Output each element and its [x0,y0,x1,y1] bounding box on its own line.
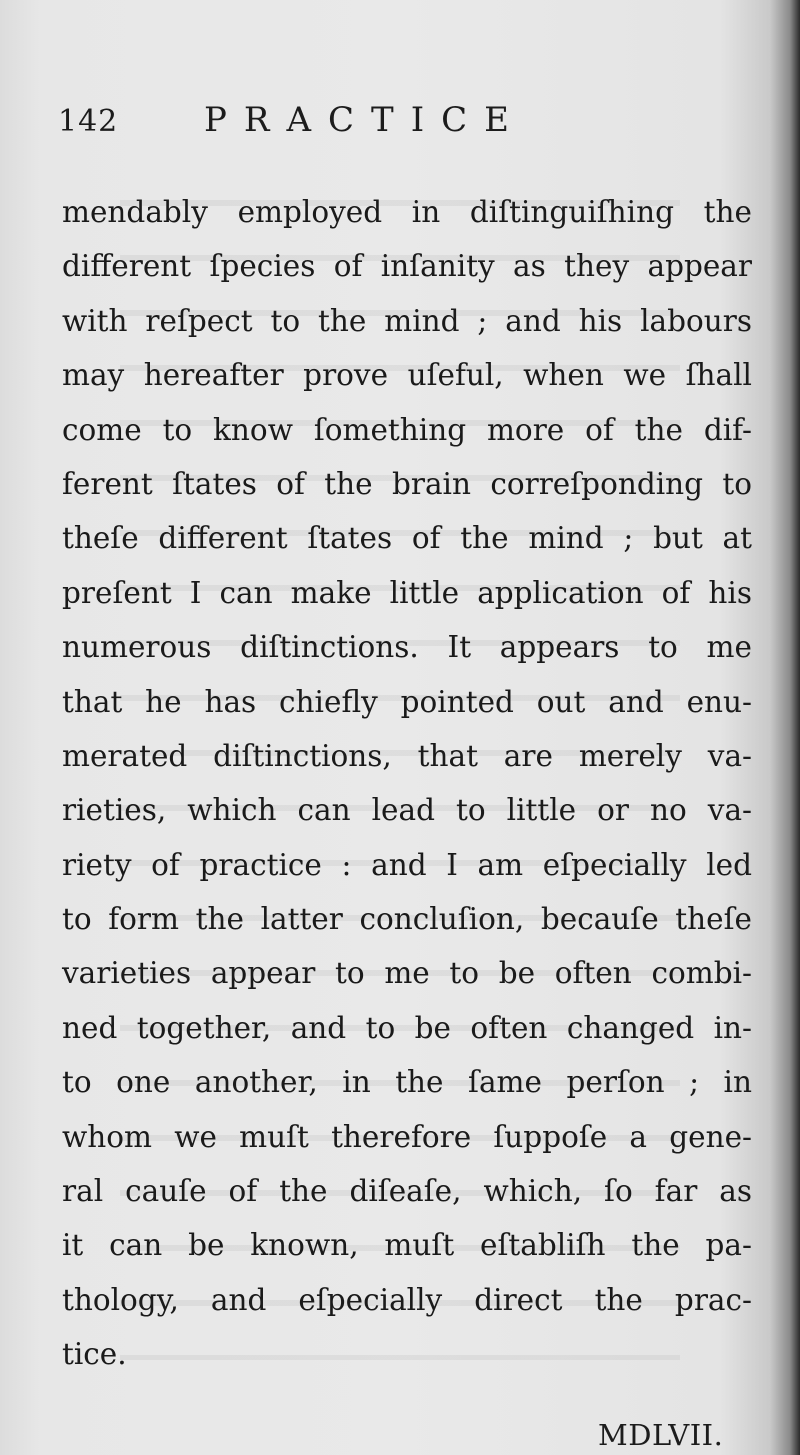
text-line: merated diſtinctions, that are merely va- [62,738,752,773]
text-line: with reſpect to the mind ; and his labours [62,303,752,338]
text-line: ned together, and to be often changed in- [62,1010,752,1045]
page-header [58,100,758,150]
text-line: rieties, which can lead to little or no va- [62,793,752,828]
text-line: come to know ſomething more of the dif- [62,412,752,447]
text-line: it can be known, muſt eſtabliſh the pa- [62,1228,752,1263]
text-line: theſe different ſtates of the mind ; but at [62,521,752,556]
text-line: to one another, in the ſame perſon ; in [62,1065,752,1100]
catchword: MDLVII. [598,1418,724,1452]
text-line: riety of practice : and I am eſpecially led [62,847,752,882]
text-line: whom we muſt therefore ſuppoſe a gene- [62,1119,752,1154]
text-line: to form the latter concluſion, becauſe theſe [62,902,752,937]
text-line: ral cauſe of the diſeaſe, which, ſo far as [62,1174,752,1209]
text-line: thology, and eſpecially direct the prac- [62,1282,752,1317]
text-line: different ſpecies of inſanity as they appear [62,249,752,284]
text-line: that he has chiefly pointed out and enu- [62,684,752,719]
text-line: numerous diſtinctions. It appears to me [62,630,752,665]
text-line: mendably employed in diſtinguiſhing the [62,195,752,229]
text-line: may hereafter prove uſeful, when we ſhall [62,358,752,393]
text-line: preſent I can make little application of his [62,575,752,610]
text-line: tice. [62,1337,127,1372]
text-line: varieties appear to me to be often combi- [62,956,752,991]
body-text [62,185,752,1382]
page-number: 142 [58,104,119,139]
text-line: ferent ſtates of the brain correſponding to [62,466,752,501]
running-head: PRACTICE [204,100,526,140]
